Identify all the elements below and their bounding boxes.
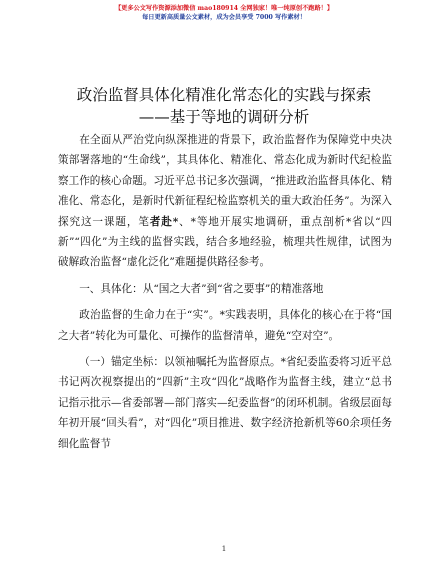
promo-banner-line-2: 每日更新高质量公文素材，成为会员享受 7000 写作素材！ [142,14,306,21]
page-number: 1 [221,544,227,553]
document-title-block [0,84,448,128]
section-1-paragraph: 政治监督的生命力在于“实”。*实践表明，具体化的核心在于将“国之大者”转化为可量化、可操作的监督清单，避免“空对空”。 [58,309,392,342]
document-subtitle: ——基于等地的调研分析 [138,108,310,126]
intro-text-before: 在全面从严治党向纵深推进的背景下，政治监督作为保障党中央决策部署落地的“生命线”，其具体化、精准化、常态化成为新时代纪检监察工作的核心命题。习近平总书记多次强调，“推进政治监督具体化、精准化、常态化，是新时代新征程纪检监察机关的重大政治任务”。为深入探究这一课题，笔 [58,134,392,228]
section-heading-1: 一、具体化：从“国之大者”到“省之要事”的精准落地 [79,282,324,295]
intro-paragraph [58,130,392,273]
intro-bold-text: 者赴* [149,215,179,228]
promo-banner-line-1: 【更多公文写作资源添加微信 mao180914 全网独家！唯一纯原创不跑路！】 [114,5,334,12]
document-body [58,130,392,454]
subsection-1-paragraph: （一）锚定坐标：以领袖嘱托为监督原点。*省纪委监委将习近平总书记两次视察提出的“四新”主攻“四化”战略作为监督主线，建立“总书记指示批示—省委部署—部门落实—纪委监督”的闭环机制。省级层面每年初开展“回头看”，对“四化”项目推进、数字经济抢新机等60余项任务细化监督节 [58,356,392,450]
intro-text-after: 、*等地开展实地调研，重点剖析*省以“四新”“四化”为主线的监督实践，结合多地经验，梳理共性规律，试图为破解政治监督“虚化泛化”难题提供路径参考。 [58,215,393,269]
document-title: 政治监督具体化精准化常态化的实践与探索 [76,86,372,104]
promo-banner [0,4,448,22]
